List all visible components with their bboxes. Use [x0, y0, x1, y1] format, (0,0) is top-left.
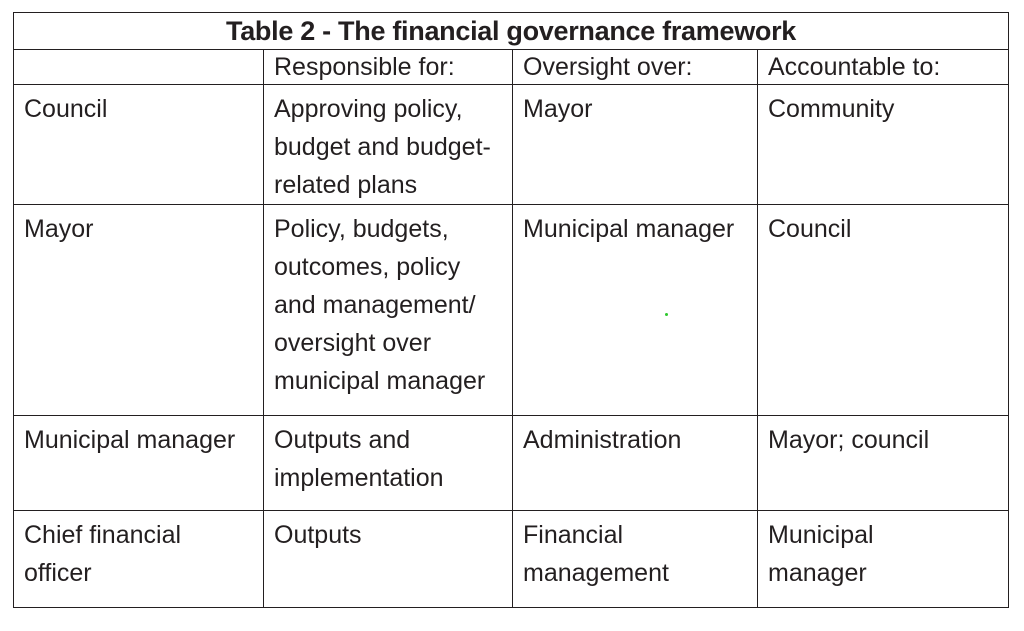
responsible-for-cell: Outputs [264, 511, 513, 608]
oversight-over-cell: Municipal manager [513, 205, 758, 416]
oversight-over-cell: Financial management [513, 511, 758, 608]
accountable-to-cell: Mayor; council [758, 416, 1009, 511]
role-cell: Municipal manager [14, 416, 264, 511]
responsible-for-cell: Outputs and implementation [264, 416, 513, 511]
oversight-over-cell: Administration [513, 416, 758, 511]
responsible-for-cell: Approving policy, budget and budget- related plans [264, 85, 513, 205]
title-row [14, 13, 1009, 50]
role-cell: Council [14, 85, 264, 205]
header-cell-accountable-to: Accountable to: [758, 50, 1009, 85]
header-cell-responsible-for: Responsible for: [264, 50, 513, 85]
header-cell-empty [14, 50, 264, 85]
table-row [14, 416, 1009, 511]
accountable-to-cell: Council [758, 205, 1009, 416]
role-cell: Mayor [14, 205, 264, 416]
accountable-to-cell: Municipal manager [758, 511, 1009, 608]
header-cell-oversight-over: Oversight over: [513, 50, 758, 85]
table-row [14, 511, 1009, 608]
table-row [14, 85, 1009, 205]
oversight-over-cell: Mayor [513, 85, 758, 205]
table-title: Table 2 - The financial governance framework [14, 13, 1009, 50]
header-row [14, 50, 1009, 85]
responsible-for-cell: Policy, budgets, outcomes, policy and management/ oversight over municipal manager [264, 205, 513, 416]
financial-governance-table [13, 12, 1009, 608]
stray-green-dot [665, 313, 668, 316]
table-row [14, 205, 1009, 416]
accountable-to-cell: Community [758, 85, 1009, 205]
role-cell: Chief financial officer [14, 511, 264, 608]
